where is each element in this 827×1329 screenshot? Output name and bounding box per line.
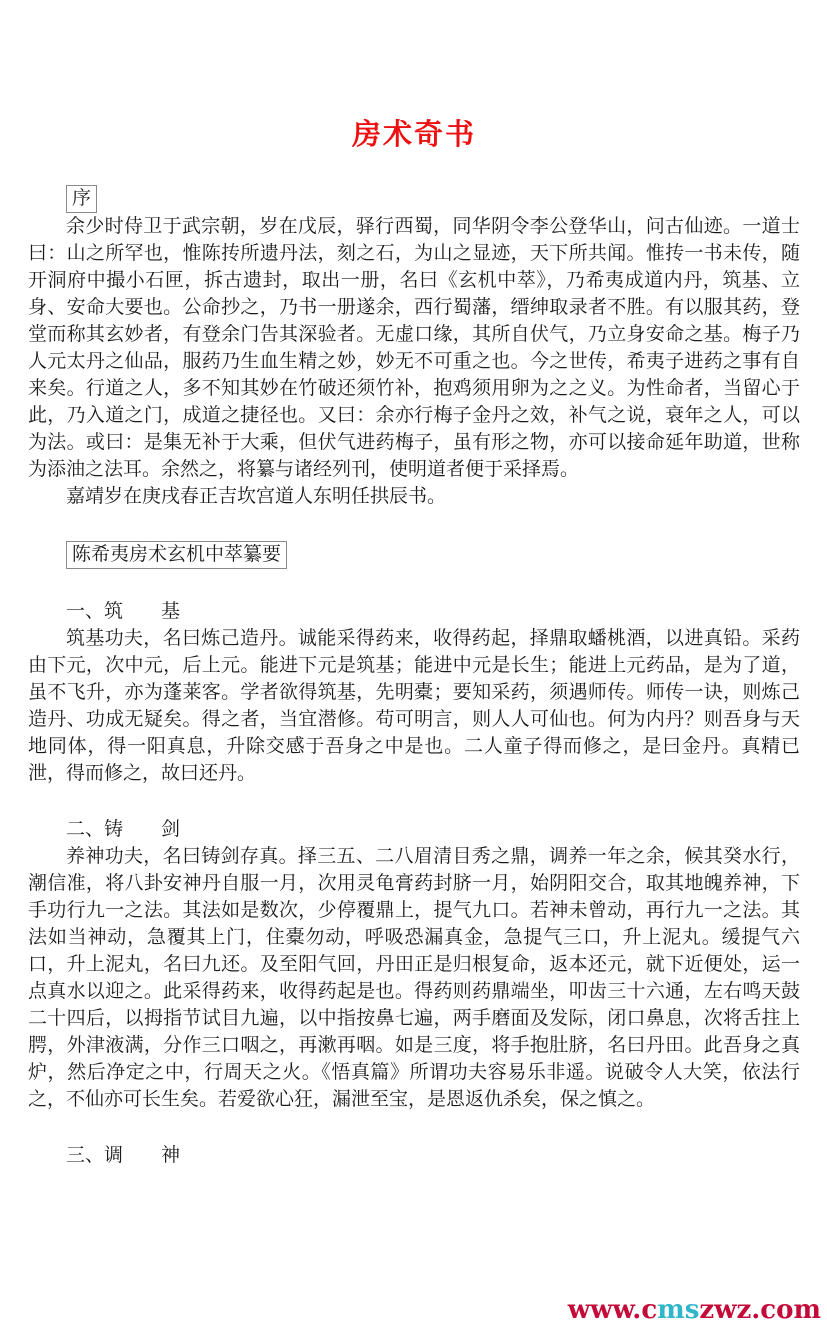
document-page [0, 118, 827, 1169]
preface-paragraph: 余少时侍卫于武宗朝，岁在戊辰，驿行西蜀，同华阴令李公登华山，问古仙迹。一道士曰：山之所罕也，惟陈抟所遗丹法，刻之石，为山之显迹，天下所共闻。惟抟一书未传，随开洞府中撮小石匣，拆古遗封，取出一册，名曰《玄机中萃》，乃希夷成道内丹，筑基、立身、安命大要也。公命抄之，乃书一册遂余，西行蜀藩，缙绅取录者不胜。有以服其药，登堂而称其玄妙者，有登余门告其深验者。无虚口缘，其所自伏气，乃立身安命之基。梅子乃人元太丹之仙品，服药乃生血生精之妙，妙无不可重之也。今之世传，希夷子进药之事有自来矣。行道之人，多不知其妙在竹破还须竹补，抱鸡须用卵为之之义。为性命者，当留心于此，乃入道之门，成道之捷径也。又曰：余亦行梅子金丹之效，补气之说，衰年之人，可以为法。或曰：是集无补于大乘，但伏气进药梅子，虽有形之物，亦可以接命延年助道，世称为添油之法耳。余然之，将纂与诸经列刊，使明道者便于采择焉。 [28, 216, 800, 480]
section-heading-3: 三、调 神 [66, 1145, 181, 1166]
section-body-1: 筑基功夫，名曰炼己造丹。诚能采得药来，收得药起，择鼎取蟠桃酒，以进真铅。采药由下元，次中元，后上元。能进下元是筑基；能进中元是长生；能进上元药品，是为了道，虽不飞升，亦为蓬莱客。学者欲得筑基，先明橐；要知采药，须遇师传。师传一诀，则炼己造丹、功成无疑矣。得之者，当宜潜修。苟可明言，则人人可仙也。何为内丹？则吾身与天地同体，得一阳真息，升除交感于吾身之中是也。二人童子得而修之，是曰金丹。真精已泄，得而修之，故曰还丹。 [28, 628, 800, 784]
watermark-url-link[interactable] [568, 1296, 821, 1324]
page-title: 房术奇书 [351, 119, 476, 151]
watermark-segment-2: ms [657, 1295, 700, 1325]
watermark-segment-1: www.c [567, 1295, 658, 1325]
signature-line: 嘉靖岁在庚戌春正吉坎宫道人东明任拱辰书。 [66, 486, 447, 507]
compendium-box-title: 陈希夷房术玄机中萃纂要 [66, 541, 287, 569]
watermark-segment-3: zwz.com [699, 1295, 821, 1325]
section-body-2: 养神功夫，名曰铸剑存真。择三五、二八眉清目秀之鼎，调养一年之余，候其癸水行，潮信准，将八卦安神丹自服一月，次用灵龟膏药封脐一月，始阴阳交合，取其地魄养神，下手功行九一之法。其法如是数次，少停覆鼎上，提气九口。若神未曾动，再行九一之法。其法如当神动，急覆其上门，住橐勿动，呼吸恐漏真金，急提气三口，升上泥丸。缓提气六口，升上泥丸，名曰九还。及至阳气回，丹田正是归根复命，返本还元，就下近便处，运一点真水以迎之。此采得药来，收得药起是也。得药则药鼎端坐，叩齿三十六通，左右鸣天鼓二十四后，以拇指节试目九遍，以中指按鼻七遍，两手磨面及发际，闭口鼻息，次将舌拄上腭，外津液满，分作三口咽之，再漱再咽。如是三度，将手抱肚脐，名曰丹田。此吾身之真炉，然后净定之中，行周天之火。《悟真篇》所谓功夫容易乐非遥。说破令人大笑，依法行之，不仙亦可长生矣。若爱欲心狂，漏泄至宝，是恩返仇杀矣，保之慎之。 [28, 846, 800, 1110]
preface-box-row [66, 185, 800, 213]
section-heading-2: 二、铸 剑 [66, 819, 181, 840]
compendium-box-row [66, 541, 800, 569]
section-heading-1: 一、筑 基 [66, 601, 181, 622]
preface-box-label: 序 [66, 185, 97, 213]
